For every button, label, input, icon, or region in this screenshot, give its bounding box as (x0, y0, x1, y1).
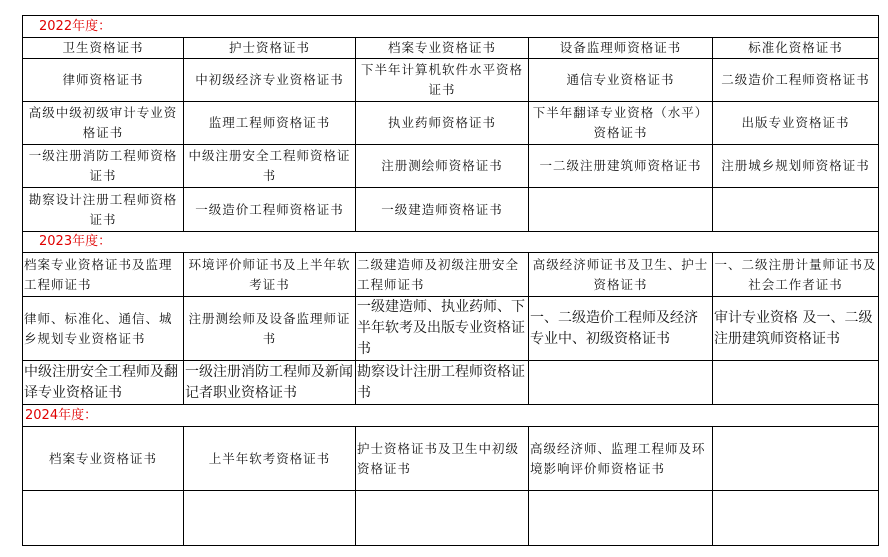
table-cell: 档案专业资格证书 (23, 427, 184, 491)
table-cell (713, 491, 879, 546)
table-cell: 设备监理师资格证书 (529, 38, 713, 59)
table-cell (529, 188, 713, 232)
table-cell (713, 188, 879, 232)
table-cell: 下半年翻译专业资格（水平）资格证书 (529, 102, 713, 145)
year-heading-2022: 2022年度： (23, 16, 879, 38)
table-cell: 律师资格证书 (23, 59, 184, 102)
table-cell: 注册测绘师及设备监理师证书 (184, 297, 356, 361)
table-cell: 中级注册安全工程师及翻译专业资格证书 (23, 361, 184, 405)
table-cell: 一、二级造价工程师及经济专业中、初级资格证书 (529, 297, 713, 361)
table-cell: 一级注册消防工程师资格证书 (23, 145, 184, 188)
table-cell: 一级建造师、执业药师、下半年软考及出版专业资格证书 (356, 297, 529, 361)
year-heading-2024: 2024年度： (23, 405, 879, 427)
table-cell: 中级注册安全工程师资格证书 (184, 145, 356, 188)
table-cell: 注册城乡规划师资格证书 (713, 145, 879, 188)
table-cell (713, 361, 879, 405)
table-cell: 通信专业资格证书 (529, 59, 713, 102)
year-heading-2023: 2023年度： (23, 232, 879, 253)
table-cell (23, 491, 184, 546)
table-cell: 律师、标准化、通信、城乡规划专业资格证书 (23, 297, 184, 361)
table-cell: 出版专业资格证书 (713, 102, 879, 145)
table-cell (356, 491, 529, 546)
table-cell: 勘察设计注册工程师资格证书 (356, 361, 529, 405)
table-cell: 卫生资格证书 (23, 38, 184, 59)
table-cell: 下半年计算机软件水平资格证书 (356, 59, 529, 102)
table-cell: 护士资格证书及卫生中初级资格证书 (356, 427, 529, 491)
table-cell: 监理工程师资格证书 (184, 102, 356, 145)
table-cell: 审计专业资格 及一、二级注册建筑师资格证书 (713, 297, 879, 361)
table-cell: 一级造价工程师资格证书 (184, 188, 356, 232)
table-cell: 档案专业资格证书及监理工程师证书 (23, 253, 184, 297)
table-cell: 注册测绘师资格证书 (356, 145, 529, 188)
table-cell: 一二级注册建筑师资格证书 (529, 145, 713, 188)
table-cell: 护士资格证书 (184, 38, 356, 59)
table-cell (713, 427, 879, 491)
table-cell (184, 491, 356, 546)
table-cell: 一、二级注册计量师证书及社会工作者证书 (713, 253, 879, 297)
table-cell (529, 361, 713, 405)
table-cell: 二级造价工程师资格证书 (713, 59, 879, 102)
table-cell (529, 491, 713, 546)
table-cell: 一级注册消防工程师及新闻记者职业资格证书 (184, 361, 356, 405)
table-cell: 档案专业资格证书 (356, 38, 529, 59)
table-cell: 标准化资格证书 (713, 38, 879, 59)
table-cell: 高级经济师证书及卫生、护士资格证书 (529, 253, 713, 297)
table-cell: 上半年软考资格证书 (184, 427, 356, 491)
table-cell: 高级经济师、监理工程师及环境影响评价师资格证书 (529, 427, 713, 491)
certificate-table (22, 15, 879, 546)
table-cell: 高级中级初级审计专业资格证书 (23, 102, 184, 145)
table-cell: 一级建造师资格证书 (356, 188, 529, 232)
table-cell: 环境评价师证书及上半年软考证书 (184, 253, 356, 297)
table-cell: 二级建造师及初级注册安全工程师证书 (356, 253, 529, 297)
table-cell: 勘察设计注册工程师资格证书 (23, 188, 184, 232)
table-cell: 中初级经济专业资格证书 (184, 59, 356, 102)
table-cell: 执业药师资格证书 (356, 102, 529, 145)
